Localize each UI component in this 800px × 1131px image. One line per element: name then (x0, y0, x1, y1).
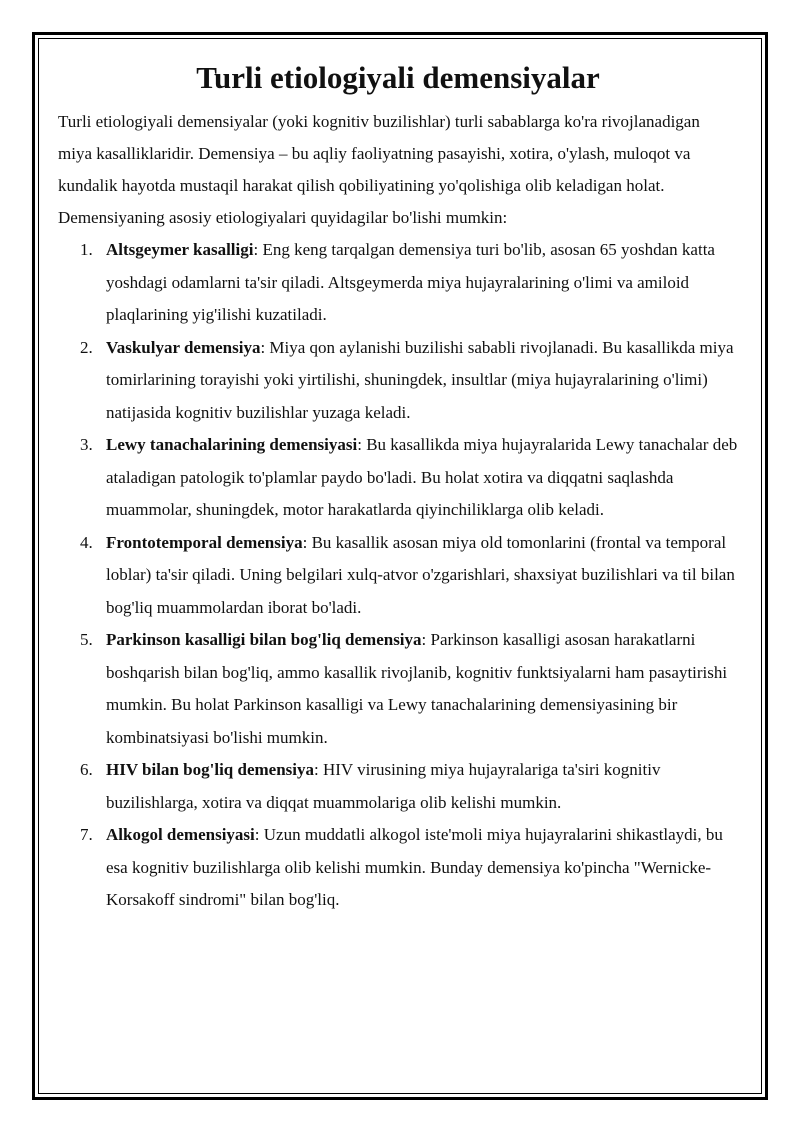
list-item-term: Alkogol demensiyasi (106, 825, 255, 844)
list-item (80, 624, 738, 754)
list-item-term: HIV bilan bog'liq demensiya (106, 760, 314, 779)
list-item-term: Vaskulyar demensiya (106, 337, 261, 357)
document-title: Turli etiologiyali demensiyalar (196, 60, 600, 95)
list-item (80, 527, 738, 625)
list-item (80, 754, 738, 819)
list-item-text: : Miya qon aylanishi buzilishi sababli rivojlanadi. Bu kasallikda miya tomirlarining torayishi yoki yirtilishi, shuningdek, insultlar (miya hujayralarining o'limi) natijasida kognitiv buzilishlar yuzaga keladi. (106, 337, 734, 422)
list-item-number: 7. (80, 825, 93, 844)
list-item-term: Parkinson kasalligi bilan bog'liq demensiya (106, 630, 422, 649)
list-item-term: Altsgeymer kasalligi (106, 240, 254, 259)
list-item-number: 1. (80, 240, 93, 259)
list-item (80, 332, 738, 430)
list-item (80, 234, 738, 332)
list-item-number: 3. (80, 435, 93, 454)
list-item-text: : Eng keng tarqalgan demensiya turi bo'lib, asosan 65 yoshdan katta yoshdagi odamlarni ta'sir qiladi. Altsgeymerda miya hujayralarining o'limi va amiloid plaqlarining yig'ilishi kuzatiladi. (106, 240, 715, 324)
list-item-term: Lewy tanachalarining demensiyasi (106, 435, 358, 454)
lead-paragraph: Demensiyaning asosiy etiologiyalari quyidagilar bo'lishi mumkin: (58, 208, 508, 227)
list-item-number: 2. (80, 337, 93, 357)
list-item-text: : Bu kasallik asosan miya old tomonlarini (frontal va temporal loblar) ta'sir qiladi. Uning belgilari xulq-atvor o'zgarishlari, shaxsiyat buzilishlari va til bilan bog'liq muammolardan iborat bo'ladi. (106, 532, 735, 617)
list-item-number: 6. (80, 760, 93, 779)
list-item-term: Frontotemporal demensiya (106, 532, 303, 552)
etiology-list (58, 234, 738, 917)
list-item-text: : Parkinson kasalligi asosan harakatlarni boshqarish bilan bog'liq, ammo kasallik rivojlanib, kognitiv funktsiyalarni ham pasaytirishi mumkin. Bu holat Parkinson kasalligi va Lewy tanachalarining demensiyasining bir kombinatsiyasi bo'lishi mumkin. (106, 630, 728, 747)
list-item-text: : Uzun muddatli alkogol iste'moli miya hujayralarini shikastlaydi, bu esa kognitiv buzilishlarga olib kelishi mumkin. Bunday demensiya ko'pincha "Wernicke-Korsakoff sindromi" bilan bog'liq. (106, 825, 723, 909)
list-item-text: : HIV virusining miya hujayralariga ta'siri kognitiv buzilishlarga, xotira va diqqat muammolariga olib kelishi mumkin. (106, 760, 661, 812)
list-item (80, 429, 738, 527)
list-item-text: : Bu kasallikda miya hujayralarida Lewy tanachalar deb ataladigan patologik to'plamlar paydo bo'ladi. Bu holat xotira va diqqatni saqlashda muammolar, shuningdek, motor harakatlarda qiyinchiliklarga olib keladi. (106, 435, 738, 519)
list-item-number: 4. (80, 532, 93, 552)
intro-paragraph: Turli etiologiyali demensiyalar (yoki kognitiv buzilishlar) turli sabablarga ko'ra rivojlanadigan miya kasalliklaridir. Demensiya – bu aqliy faoliyatning pasayishi, xotira, o'ylash, muloqot va kundalik hayotda mustaqil harakat qilish qobiliyatining yo'qolishiga olib keladigan holat. (58, 112, 700, 195)
list-item-number: 5. (80, 630, 93, 649)
document-body (58, 56, 738, 917)
list-item (80, 819, 738, 917)
